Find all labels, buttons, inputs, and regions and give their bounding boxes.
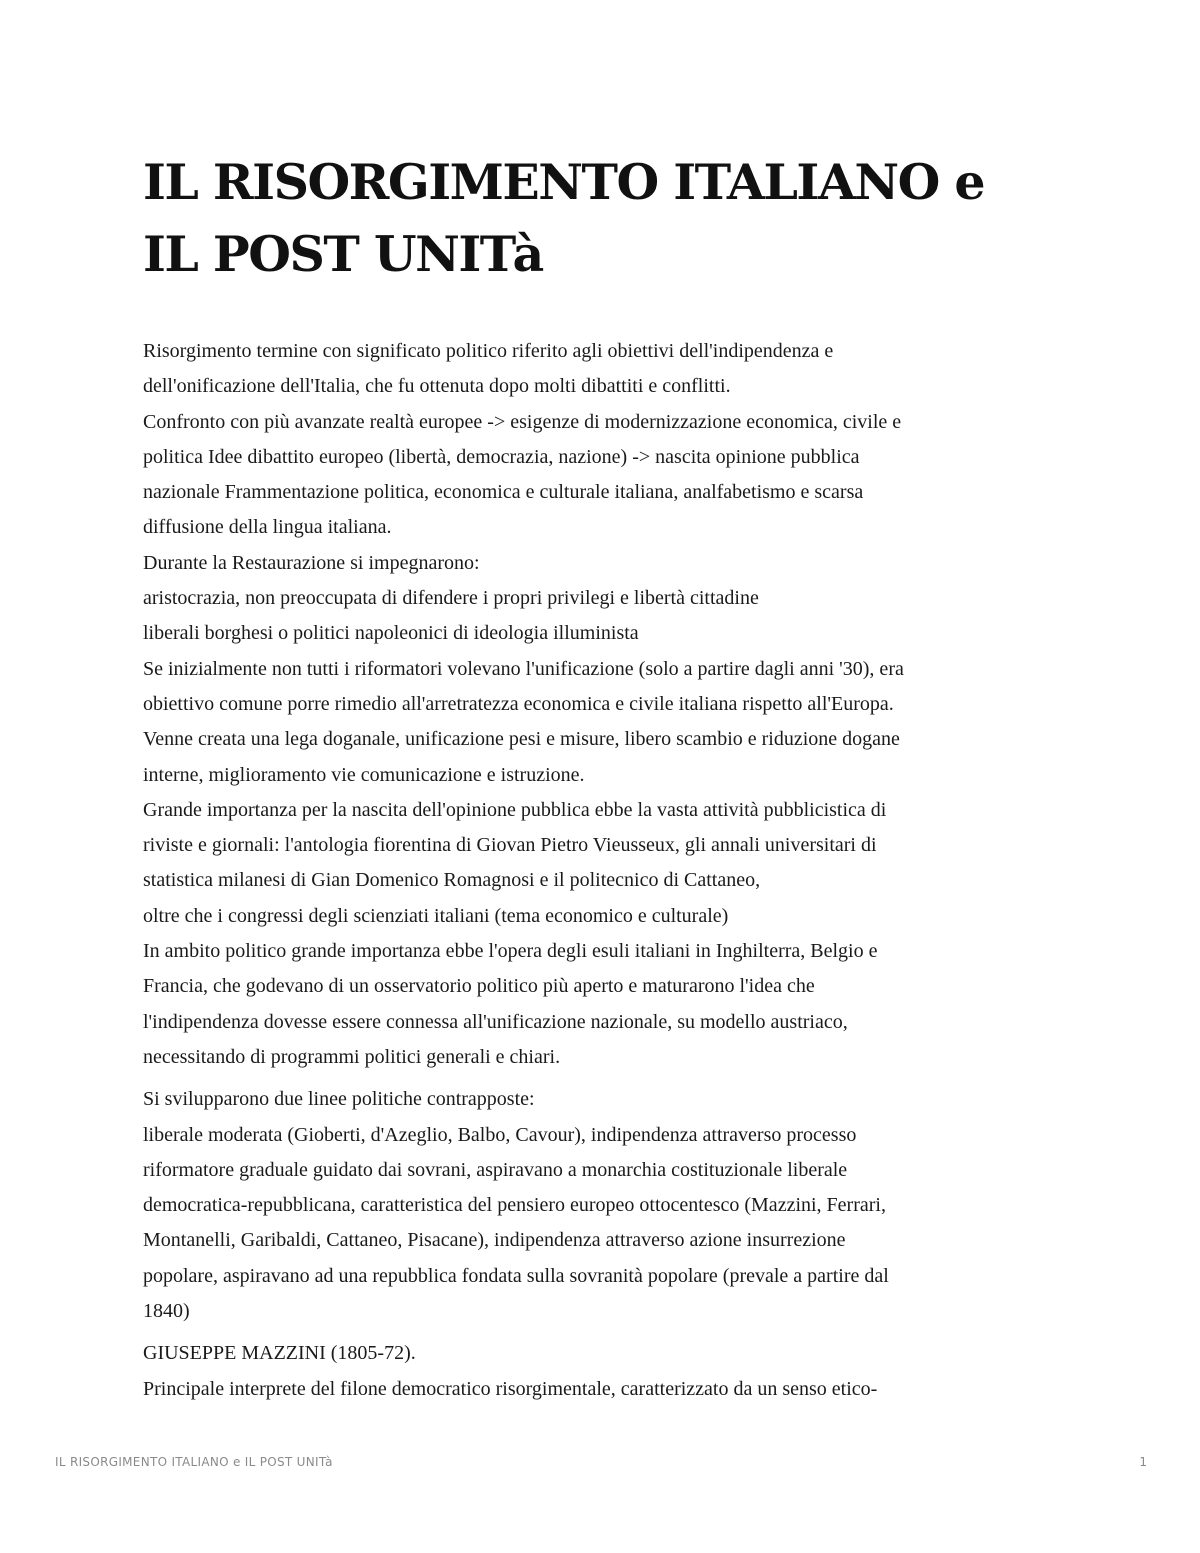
text-line: In ambito politico grande importanza ebbe l'opera degli esuli italiani in Inghilterra, Belgio e: [143, 940, 878, 963]
text-line: democratica-repubblicana, caratteristica del pensiero europeo ottocentesco (Mazzini, Ferrari,: [143, 1194, 886, 1217]
text-line: Si svilupparono due linee politiche contrapposte:: [143, 1088, 535, 1111]
document-body: [143, 334, 1043, 1407]
text-line: 1840): [143, 1300, 190, 1323]
footer-document-title: IL RISORGIMENTO ITALIANO e IL POST UNITà: [55, 1455, 333, 1469]
text-line: Francia, che godevano di un osservatorio politico più aperto e maturarono l'idea che: [143, 975, 815, 998]
text-line: Venne creata una lega doganale, unificazione pesi e misure, libero scambio e riduzione dogane: [143, 728, 900, 751]
text-line: nazionale Frammentazione politica, economica e culturale italiana, analfabetismo e scarsa: [143, 481, 864, 504]
document-title: [143, 146, 1043, 290]
section-heading: GIUSEPPE MAZZINI (1805-72).: [143, 1342, 416, 1365]
text-line: riformatore graduale guidato dai sovrani, aspiravano a monarchia costituzionale liberale: [143, 1158, 848, 1181]
text-line: liberale moderata (Gioberti, d'Azeglio, Balbo, Cavour), indipendenza attraverso processo: [143, 1123, 857, 1146]
title-line-2: IL POST UNITà: [143, 225, 543, 283]
paragraph-1: [143, 334, 1043, 1075]
title-line-1: IL RISORGIMENTO ITALIANO e: [143, 153, 985, 211]
text-line: aristocrazia, non preoccupata di difendere i propri privilegi e libertà cittadine: [143, 587, 759, 610]
text-line: Risorgimento termine con significato politico riferito agli obiettivi dell'indipendenza e: [143, 340, 834, 362]
text-line: l'indipendenza dovesse essere connessa all'unificazione nazionale, su modello austriaco,: [143, 1010, 848, 1033]
text-line: Se inizialmente non tutti i riformatori volevano l'unificazione (solo a partire dagli anni '30), era: [143, 657, 904, 680]
paragraph-3: [143, 1336, 1043, 1407]
text-line: statistica milanesi di Gian Domenico Romagnosi e il politecnico di Cattaneo,: [143, 869, 761, 892]
text-line: interne, miglioramento vie comunicazione e istruzione.: [143, 763, 585, 786]
text-line: politica Idee dibattito europeo (libertà, democrazia, nazione) -> nascita opinione pubblica: [143, 445, 860, 468]
paragraph-2: [143, 1082, 1043, 1329]
text-line: diffusione della lingua italiana.: [143, 516, 392, 539]
text-line: riviste e giornali: l'antologia fiorentina di Giovan Pietro Vieusseux, gli annali universitari di: [143, 834, 877, 857]
text-line: Montanelli, Garibaldi, Cattaneo, Pisacane), indipendenza attraverso azione insurrezione: [143, 1229, 846, 1252]
text-line: popolare, aspiravano ad una repubblica fondata sulla sovranità popolare (prevale a partire dal: [143, 1264, 889, 1287]
footer-page-number: 1: [1139, 1455, 1147, 1469]
text-line: Principale interprete del filone democratico risorgimentale, caratterizzato da un senso etico-: [143, 1377, 878, 1400]
text-line: dell'onificazione dell'Italia, che fu ottenuta dopo molti dibattiti e conflitti.: [143, 375, 731, 398]
text-line: liberali borghesi o politici napoleonici di ideologia illuminista: [143, 622, 639, 645]
text-line: oltre che i congressi degli scienziati italiani (tema economico e culturale): [143, 904, 729, 927]
document-page: [143, 146, 1043, 1407]
text-line: Durante la Restaurazione si impegnarono:: [143, 551, 480, 574]
text-line: obiettivo comune porre rimedio all'arretratezza economica e civile italiana rispetto all'Europa.: [143, 692, 894, 715]
text-line: Grande importanza per la nascita dell'opinione pubblica ebbe la vasta attività pubblicistica di: [143, 798, 887, 821]
text-line: necessitando di programmi politici generali e chiari.: [143, 1045, 561, 1068]
text-line: Confronto con più avanzate realtà europee -> esigenze di modernizzazione economica, civile e: [143, 410, 902, 433]
